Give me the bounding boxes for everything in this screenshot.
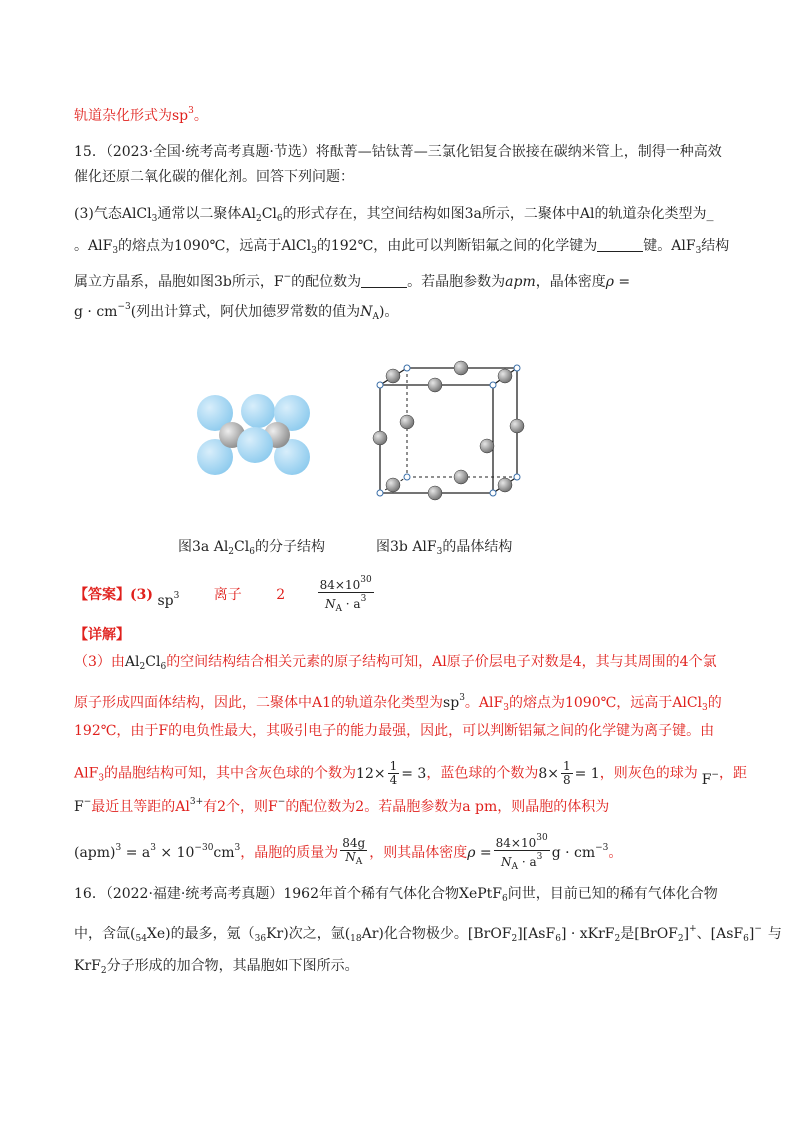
al-corner bbox=[404, 474, 410, 480]
q16-line3 bbox=[74, 956, 359, 981]
t: Cl bbox=[234, 539, 250, 555]
t: (列出计算式，阿伏加德罗常数的值为 bbox=[130, 304, 361, 320]
f-edge bbox=[454, 361, 468, 375]
al-corner bbox=[377, 382, 383, 388]
f-edge bbox=[510, 419, 524, 433]
t: N bbox=[501, 855, 512, 869]
t: )。 bbox=[378, 304, 399, 320]
t: 3 bbox=[173, 591, 180, 601]
t: F bbox=[701, 771, 712, 788]
t: （3）由 bbox=[74, 654, 125, 670]
previous-answer-tail bbox=[74, 101, 208, 126]
t: 的熔点为1090℃，远高于 bbox=[118, 238, 282, 254]
t: 的晶胞结构可知，其中含灰色球的个数为 bbox=[104, 765, 357, 782]
t: 分子形成的加合物，其晶胞如下图所示。 bbox=[106, 958, 359, 974]
t: = 3 bbox=[401, 765, 427, 782]
t: A bbox=[335, 604, 342, 614]
t: Xe)的最多，氪（ bbox=[146, 926, 255, 942]
detail-line5: F−最近且等距的$Al^{3+}$有2个，则F−的配位数为2。若晶胞参数为a pm，则晶胞的体积为 bbox=[74, 797, 610, 815]
t: A bbox=[355, 857, 363, 867]
f-edge bbox=[386, 478, 400, 492]
t: 3 bbox=[150, 843, 156, 853]
t: 的配位数为 bbox=[291, 274, 362, 290]
answer-bond: 离子 bbox=[213, 587, 242, 603]
detail-line6 bbox=[74, 832, 622, 874]
t: 4 bbox=[389, 773, 398, 787]
answer-blank[interactable] bbox=[361, 273, 407, 288]
al-corner bbox=[514, 474, 520, 480]
t: ρ = bbox=[467, 845, 492, 861]
t: ] · xKrF bbox=[560, 926, 615, 942]
q16-line1 bbox=[74, 884, 718, 909]
t: 的形式存在，其空间结构如图3a所示，二聚体中Al的轨道杂化类型为_ bbox=[282, 206, 714, 222]
t: ，距 bbox=[718, 765, 747, 782]
t: 6 bbox=[743, 934, 749, 944]
formula-alcl3: AlCl$_3$ bbox=[281, 238, 317, 256]
t: AlF bbox=[74, 765, 99, 782]
t: ] bbox=[683, 926, 690, 942]
answer-blank[interactable] bbox=[597, 237, 643, 252]
al-corner bbox=[514, 365, 520, 371]
t: (3) bbox=[130, 587, 153, 603]
q15-part3-line4 bbox=[74, 297, 398, 327]
t: 通常以二聚体 bbox=[157, 206, 242, 222]
prev-sup: 3 bbox=[188, 106, 194, 116]
t: 3 bbox=[360, 594, 367, 604]
t: 图3b AlF bbox=[376, 539, 437, 555]
t: 属立方晶系，晶胞如图3b所示，F bbox=[74, 274, 284, 290]
t: 的晶体结构 bbox=[442, 539, 513, 555]
answer-label: 【答案】 bbox=[74, 587, 130, 603]
t: −30 bbox=[194, 843, 214, 853]
t: 12× bbox=[356, 765, 386, 782]
f-edge bbox=[373, 431, 387, 445]
t: 。AlF bbox=[464, 695, 504, 711]
detail-label: 【详解】 bbox=[74, 627, 130, 643]
prev-end: 。 bbox=[193, 108, 208, 124]
t: 的 bbox=[707, 695, 722, 711]
t: 2 bbox=[100, 966, 107, 976]
q15-stem-line1: 15．（2023·全国·统考高考真题·节选）将酞菁—钴钛菁—三氯化铝复合嵌接在碳纳米管上，制得一种高效 bbox=[74, 144, 722, 160]
t: A bbox=[511, 862, 518, 872]
t: 。 bbox=[74, 238, 88, 254]
answer-sp3 bbox=[157, 586, 179, 611]
formula-alf3: AlF$_3$ bbox=[88, 238, 119, 256]
t: 8× bbox=[538, 765, 559, 782]
caption-3b: 图3b AlF$_3$的晶体结构 bbox=[376, 539, 513, 557]
detail-line1: （3）由$Al_2Cl_6$的空间结构结合相关元素的原子结构可知，Al原子价层电子对数是4，其与其周围的4个氯 bbox=[74, 654, 717, 672]
q15-stem-line2: 催化还原二氧化碳的催化剂。回答下列问题： bbox=[74, 169, 354, 185]
t: 16．（2022·福建·统考高考真题）1962年首个稀有气体化合物 bbox=[74, 886, 459, 902]
t: 6 bbox=[502, 894, 508, 904]
formula-alf3: AlF$_3$ bbox=[671, 238, 702, 256]
al-corner bbox=[490, 490, 496, 496]
t: 。若晶胞参数为 bbox=[407, 274, 506, 290]
t: − bbox=[754, 924, 762, 934]
al-corner bbox=[377, 490, 383, 496]
t: · a bbox=[341, 597, 361, 611]
t: 。 bbox=[608, 845, 623, 861]
t: ，则灰色的球为 bbox=[599, 765, 698, 782]
t: 结构 bbox=[701, 238, 730, 254]
t: 3 bbox=[234, 843, 241, 853]
t: · a bbox=[518, 855, 537, 869]
t: ，则其晶体密度 bbox=[369, 845, 468, 861]
t: 问世，目前已知的稀有气体化合物 bbox=[507, 886, 718, 902]
q15-part3-line2 bbox=[74, 236, 729, 261]
t: apm bbox=[505, 274, 536, 290]
t: 的熔点为1090℃，远高于AlCl bbox=[508, 695, 703, 711]
t: ][AsF bbox=[517, 926, 556, 942]
t: N bbox=[360, 304, 373, 320]
t: = 1 bbox=[574, 765, 600, 782]
t: g · cm bbox=[74, 304, 118, 320]
t: + bbox=[689, 924, 697, 934]
t: 是 bbox=[620, 926, 635, 942]
figure-3b-unit-cell bbox=[365, 360, 530, 505]
answer-density-frac bbox=[318, 574, 374, 616]
t: ，晶胞的质量为 bbox=[240, 845, 339, 861]
t: (3)气态 bbox=[74, 206, 122, 222]
t: A bbox=[372, 312, 379, 322]
t: 的空间结构结合相关元素的原子结构可知，Al原子价层电子对数是4，其与其周围的4个氯 bbox=[166, 654, 717, 670]
t: 18 bbox=[350, 934, 362, 944]
t: 1 bbox=[389, 759, 398, 773]
f-minus: − bbox=[283, 272, 292, 282]
t: Ar)化合物极少。 bbox=[361, 926, 468, 942]
t: 中，含氙( bbox=[74, 926, 136, 942]
figure-3a-molecule bbox=[180, 385, 340, 485]
al-corner bbox=[404, 365, 410, 371]
q16-line2 bbox=[74, 919, 782, 949]
t: ，晶体密度 bbox=[535, 274, 606, 290]
t: Kr)次之，氩( bbox=[266, 926, 351, 942]
t: 3 bbox=[459, 693, 465, 703]
caption-3a: 图3a $Al_2Cl_6$的分子结构 bbox=[178, 539, 325, 557]
t: 30 bbox=[536, 833, 548, 843]
t: 图3a Al bbox=[178, 539, 229, 555]
al-corner bbox=[490, 382, 496, 388]
f-edge bbox=[428, 378, 442, 392]
t: 、[AsF bbox=[696, 926, 744, 942]
t: g · cm bbox=[551, 845, 596, 861]
t: 84g bbox=[342, 836, 366, 850]
t: N bbox=[345, 850, 356, 864]
t: 3 bbox=[115, 843, 122, 853]
t: sp bbox=[157, 593, 174, 609]
t: 3 bbox=[536, 852, 543, 862]
t: 与 bbox=[767, 926, 782, 942]
q15-part3-line1 bbox=[74, 204, 713, 229]
t: 6 bbox=[555, 934, 561, 944]
t: [BrOF bbox=[634, 926, 678, 942]
t: KrF bbox=[74, 958, 101, 974]
t: 的分子结构 bbox=[254, 539, 325, 555]
t: 8 bbox=[562, 773, 571, 787]
t: 2 bbox=[677, 934, 684, 944]
t: = a bbox=[121, 845, 151, 861]
t: ，蓝色球的个数为 bbox=[426, 765, 539, 782]
formula-alcl3: AlCl$_3$ bbox=[121, 206, 158, 224]
t: 1 bbox=[562, 759, 571, 773]
detail-line2: 原子形成四面体结构，因此，二聚体中A1的轨道杂化类型为$sp^3$。AlF$_3$的熔点为1090℃，远高于AlCl$_3$的 bbox=[74, 693, 722, 713]
t: cm bbox=[213, 845, 235, 861]
t: 84×10 bbox=[319, 578, 361, 592]
t: 30 bbox=[360, 575, 372, 585]
t: −3 bbox=[117, 302, 131, 312]
t: sp bbox=[443, 695, 460, 711]
t: 2 bbox=[511, 934, 518, 944]
formula-al2cl6: $Al_2Cl_6$ bbox=[241, 206, 283, 224]
t: N bbox=[324, 597, 336, 611]
t: 2 bbox=[614, 934, 621, 944]
q15-part3-line3 bbox=[74, 267, 630, 292]
f-edge bbox=[480, 439, 494, 453]
cl-atom bbox=[237, 427, 273, 463]
detail-line3: 192℃，由于F的电负性最大，其吸引电子的能力最强，因此，可以判断铝氟之间的化学键为离子键。由 bbox=[74, 723, 715, 739]
t: XePtF bbox=[458, 886, 502, 902]
t: 的192℃，由此可以判断铝氟之间的化学键为 bbox=[316, 238, 598, 254]
t: − bbox=[711, 769, 719, 780]
t: −3 bbox=[595, 843, 609, 853]
t: (apm) bbox=[74, 845, 116, 861]
t: 键。 bbox=[643, 238, 672, 254]
f-edge bbox=[454, 470, 468, 484]
f-edge bbox=[498, 369, 512, 383]
t: [BrOF bbox=[467, 926, 512, 942]
t: 最近且等距的Al bbox=[91, 799, 190, 815]
f-edge bbox=[400, 415, 414, 429]
f-edge bbox=[428, 486, 442, 500]
t: × 10 bbox=[155, 845, 195, 861]
detail-line4: AlF$_3$的晶胞结构可知，其中含灰色球的个数为12× $\frac{1}{4}$ = 3，蓝色球的个数为8× $\frac{1}{8}$ = 1，则灰色的球为 F−，距 bbox=[74, 759, 747, 788]
prev-text: 轨道杂化形式为sp bbox=[74, 108, 189, 124]
t: 54 bbox=[135, 934, 147, 944]
t: 有2个，则F bbox=[203, 799, 278, 815]
t: 3+ bbox=[189, 797, 204, 807]
t: 84×10 bbox=[495, 836, 537, 850]
f-edge bbox=[498, 478, 512, 492]
t: ] bbox=[748, 926, 755, 942]
t: 36 bbox=[254, 934, 267, 944]
t: ρ = bbox=[605, 274, 631, 290]
cl-atom bbox=[241, 394, 275, 428]
answer-line bbox=[74, 574, 376, 616]
f-edge bbox=[386, 369, 400, 383]
t: F bbox=[74, 799, 84, 815]
answer-coord: 2 bbox=[276, 587, 286, 603]
t: 原子形成四面体结构，因此，二聚体中A1的轨道杂化类型为 bbox=[74, 695, 444, 711]
t: 的配位数为2。若晶胞参数为a pm，则晶胞的体积为 bbox=[285, 799, 610, 815]
